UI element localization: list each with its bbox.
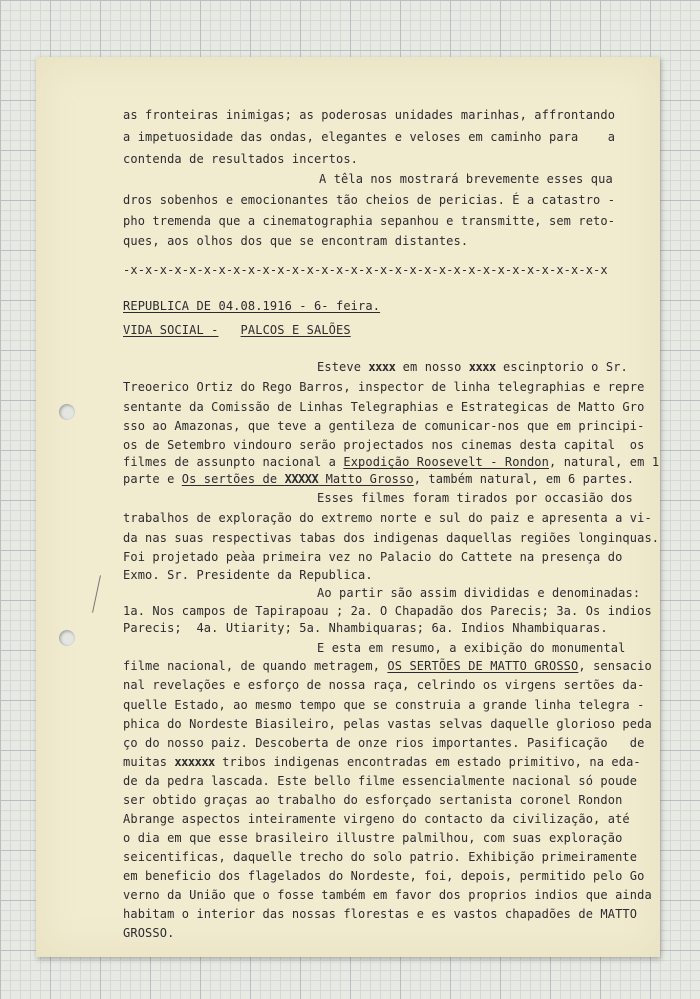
text-line: os de Setembro vindouro serão projectados nos cinemas desta capital os (123, 438, 645, 452)
text-line: trabalhos de exploração do extremo norte e sul do paiz e apresenta a vi- (123, 511, 652, 525)
strikeout: xxxx (468, 360, 496, 374)
punch-hole-top (59, 404, 75, 420)
text-line: a impetuosidade das ondas, elegantes e veloses em caminho para a (123, 130, 616, 144)
typewritten-page (36, 57, 660, 957)
text-fragment: tribos indigenas encontradas em estado primitivo, na eda- (214, 755, 641, 769)
text-line (123, 455, 659, 469)
text-line (123, 755, 641, 769)
text-fragment: Esteve (317, 360, 369, 374)
text-fragment: em nosso (395, 360, 469, 374)
text-fragment: muitas (123, 755, 175, 769)
text-line: da nas suas respectivas tabas dos indigenas daquellas regiões longinquas. (123, 531, 660, 545)
text-line: verno da União que o fosse também em favor dos proprios indios que ainda (123, 888, 652, 902)
text-line: Esses filmes foram tirados por occasião dos (317, 491, 633, 505)
text-line: pho tremenda que a cinematographia sepanhou e transmitte, sem reto- (123, 214, 616, 228)
section-title: VIDA SOCIAL - (123, 323, 219, 337)
text-line: A têla nos mostrará brevemente esses quа (319, 172, 613, 186)
text-line: contenda de resultados incertos. (123, 152, 359, 166)
text-line: seicentificas, daquelle trecho do solo patrio. Exhibição primeiramente (123, 850, 638, 864)
text-line: habitam o interior das nossas florestas e es vastos chapadões de MATTO (123, 907, 638, 921)
film-title: Matto Grosso (318, 472, 414, 486)
strikeout: XXXXX (284, 472, 319, 486)
text-line: ques, aos olhos dos que se encontram distantes. (123, 234, 469, 248)
punch-hole-bottom (59, 630, 75, 646)
text-fragment: , sensacio (578, 659, 652, 673)
text-line: Exmo. Sr. Presidente da Republica. (123, 568, 373, 582)
text-line: ço do nosso paiz. Descoberta de onze rios importantes. Pasificação de (123, 736, 645, 750)
text-line: quelle Estado, ao mesmo tempo que se construia a grande linha telegra - (123, 698, 645, 712)
text-fragment: filme nacional, de quando metragem, (123, 659, 388, 673)
text-line: em beneficio dos flagelados do Nordeste, foi, depois, permitido pelo Go (123, 869, 645, 883)
section-heading (123, 323, 351, 337)
film-title: Os sertões de (181, 472, 285, 486)
strikeout: xxxxxx (174, 755, 215, 769)
text-line: de da pedra lascada. Este bello filme essencialmente nacional só poude (123, 774, 638, 788)
text-fragment: parte e (123, 472, 182, 486)
film-title: OS SERTÕES DE MATTO GROSSO (387, 659, 579, 673)
text-line (123, 472, 634, 486)
text-line: o dia em que esse brasileiro illustre palmilhou, com suas exploração (123, 831, 623, 845)
text-line: sso ao Amazonas, que teve a gentileza de comunicar-nos que em principi- (123, 419, 645, 433)
text-fragment: , natural, em 1 (549, 455, 660, 469)
separator-line: -x-x-x-x-x-x-x-x-x-x-x-x-x-x-x-x-x-x-x-x-x-x-x-x-x-x-x-x-x-x-x-x-x (123, 263, 608, 277)
text-fragment: , também natural, em 6 partes. (413, 472, 635, 486)
text-line: Parecis; 4a. Utiarity; 5a. Nhambiquaras; 6a. Indios Nhambiquaras. (123, 621, 608, 635)
text-line: ser obtido graças ao trabalho do esforçado sertanista coronel Rondon (123, 793, 623, 807)
text-line: dros sobenhos e emocionantes tão cheios de pericias. É a catastro - (123, 193, 616, 207)
section-subtitle: PALCOS E SALÕES (240, 323, 351, 337)
text-line (123, 659, 652, 673)
text-line: 1a. Nos campos de Tapirapoau ; 2a. O Chapadão dos Parecis; 3a. Os indios (123, 604, 652, 618)
text-line: GROSSO. (123, 926, 175, 940)
text-line: Abrange aspectos inteiramente virgeno do contacto da civilização, até (123, 812, 630, 826)
text-fragment: escinptorio o Sr. (495, 360, 628, 374)
text-line: Ao partir são assim divididas e denominadas: (317, 586, 641, 600)
pencil-mark (92, 575, 101, 612)
text-line: Foi projetado peàa primeira vez no Palacio do Cattete na presença do (123, 550, 623, 564)
strikeout: xxxx (368, 360, 396, 374)
text-line: as fronteiras inimigas; as poderosas unidades marinhas, affrontando (123, 108, 616, 122)
text-line: Treoerico Ortiz do Rego Barros, inspector de linha telegraphias e repre (123, 380, 645, 394)
film-title: Expodição Roosevelt - Rondon (343, 455, 549, 469)
date-heading: REPUBLICA DE 04.08.1916 - 6- feira. (123, 299, 381, 313)
text-fragment: filmes de assunpto nacional a (123, 455, 344, 469)
text-line: nal revelações e esforço de nossa raça, celrindo os virgens sertões da- (123, 678, 645, 692)
text-line: E esta em resumo, a exibição do monumental (317, 641, 626, 655)
text-line: sentante da Comissão de Linhas Telegraphias e Estrategicas de Matto Gro (123, 400, 645, 414)
text-line (317, 360, 628, 374)
text-line: phica do Nordeste Biasileiro, pelas vastas selvas daquelle glorioso peda (123, 717, 652, 731)
